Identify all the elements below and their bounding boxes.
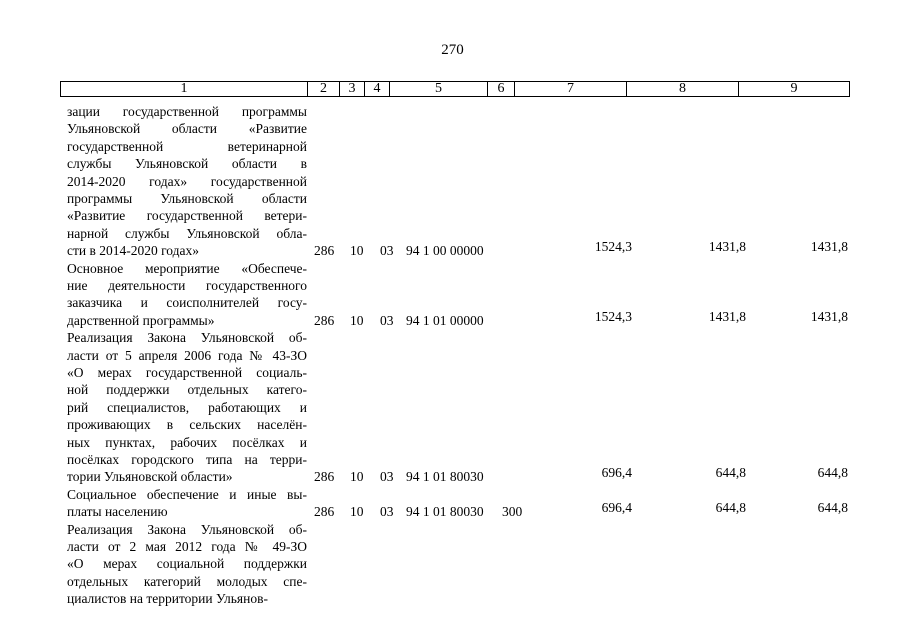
header-col-9: 9 bbox=[790, 81, 798, 96]
amount-col-7-cell: 696,4 bbox=[601, 500, 632, 516]
row-description bbox=[67, 521, 307, 608]
description-line: нарной службы Ульяновской обла- bbox=[67, 225, 307, 241]
description-line: циалистов на территории Ульянов- bbox=[67, 591, 268, 607]
description-line: зации государственной программы bbox=[67, 104, 307, 119]
description-line: службы Ульяновской области в bbox=[67, 156, 307, 172]
header-col-7: 7 bbox=[515, 82, 627, 96]
description-line: Реализация Закона Ульяновской об- bbox=[67, 521, 307, 537]
column-header-row bbox=[60, 81, 850, 97]
subsection-cell: 03 bbox=[380, 504, 394, 520]
row-description bbox=[67, 103, 307, 260]
amount-col-9-cell: 1431,8 bbox=[810, 239, 848, 255]
header-col-4: 4 bbox=[365, 82, 390, 96]
amount-col-7-cell: 696,4 bbox=[601, 465, 632, 481]
amount-col-8-cell: 1431,8 bbox=[708, 308, 746, 324]
amount-col-7-cell: 1524,3 bbox=[594, 308, 632, 324]
amount-col-7-cell: 1524,3 bbox=[594, 239, 632, 255]
target-article-cell: 94 1 00 00000 bbox=[406, 243, 484, 259]
row-description bbox=[67, 329, 307, 486]
row-description bbox=[67, 260, 307, 330]
description-line: ласти от 2 мая 2012 года № 49-ЗО bbox=[67, 539, 307, 554]
amount-col-9-cell: 644,8 bbox=[817, 500, 848, 516]
amount-col-9-cell: 644,8 bbox=[817, 465, 848, 481]
description-line: программы Ульяновской области bbox=[67, 191, 307, 207]
description-line: 2014-2020 годах» государственной bbox=[67, 173, 307, 189]
header-col-8: 8 bbox=[627, 82, 739, 96]
description-line: ние деятельности государственного bbox=[67, 278, 307, 293]
page-number: 270 bbox=[441, 42, 464, 58]
header-col-3: 3 bbox=[340, 82, 365, 96]
section-cell: 10 bbox=[350, 469, 364, 485]
description-line: проживающих в сельских населён- bbox=[67, 417, 307, 433]
section-cell: 10 bbox=[350, 243, 364, 259]
description-line: ной поддержки отдельных катего- bbox=[67, 382, 307, 398]
header-col-1: 1 bbox=[61, 82, 308, 96]
description-line: Социальное обеспечение и иные вы- bbox=[67, 486, 307, 502]
target-article-cell: 94 1 01 80030 bbox=[406, 469, 484, 485]
description-line: ласти от 5 апреля 2006 года № 43-ЗО bbox=[67, 347, 307, 363]
header-col-2: 2 bbox=[308, 82, 340, 96]
expense-type-cell: 300 bbox=[502, 504, 523, 520]
description-line: Реализация Закона Ульяновской об- bbox=[67, 330, 307, 346]
description-line: сти в 2014-2020 годах» bbox=[67, 243, 200, 259]
description-line: «Развитие государственной ветери- bbox=[67, 208, 307, 224]
target-article-cell: 94 1 01 80030 bbox=[406, 504, 484, 520]
budget-code-cell: 286 bbox=[314, 469, 335, 485]
description-line: «О мерах социальной поддержки bbox=[67, 556, 307, 572]
description-line: дарственной программы» bbox=[67, 312, 215, 328]
subsection-cell: 03 bbox=[380, 469, 394, 485]
description-line: «О мерах государственной социаль- bbox=[67, 365, 307, 380]
header-col-5: 5 bbox=[390, 82, 488, 96]
amount-col-8-cell: 644,8 bbox=[715, 500, 746, 516]
description-line: заказчика и соисполнителей госу- bbox=[67, 295, 307, 311]
target-article-cell: 94 1 01 00000 bbox=[406, 312, 484, 328]
description-line: Ульяновской области «Развитие bbox=[67, 121, 307, 137]
description-line: рий специалистов, работающих и bbox=[67, 399, 307, 415]
header-col-6: 6 bbox=[488, 82, 515, 96]
subsection-cell: 03 bbox=[380, 312, 394, 328]
description-line: Основное мероприятие «Обеспече- bbox=[67, 260, 307, 276]
subsection-cell: 03 bbox=[380, 243, 394, 259]
description-line: платы населению bbox=[67, 504, 168, 520]
description-line: ных пунктах, рабочих посёлках и bbox=[67, 434, 307, 450]
description-line: тории Ульяновской области» bbox=[67, 469, 233, 485]
amount-col-9-cell: 1431,8 bbox=[810, 308, 848, 324]
amount-col-8-cell: 644,8 bbox=[715, 465, 746, 481]
description-line: отдельных категорий молодых спе- bbox=[67, 573, 307, 589]
description-line: государственной ветеринарной bbox=[67, 138, 307, 154]
section-cell: 10 bbox=[350, 312, 364, 328]
section-cell: 10 bbox=[350, 504, 364, 520]
budget-code-cell: 286 bbox=[314, 312, 335, 328]
budget-code-cell: 286 bbox=[314, 504, 335, 520]
row-description bbox=[67, 486, 307, 521]
description-line: посёлках городского типа на терри- bbox=[67, 452, 307, 468]
budget-code-cell: 286 bbox=[314, 243, 335, 259]
amount-col-8-cell: 1431,8 bbox=[708, 239, 746, 255]
